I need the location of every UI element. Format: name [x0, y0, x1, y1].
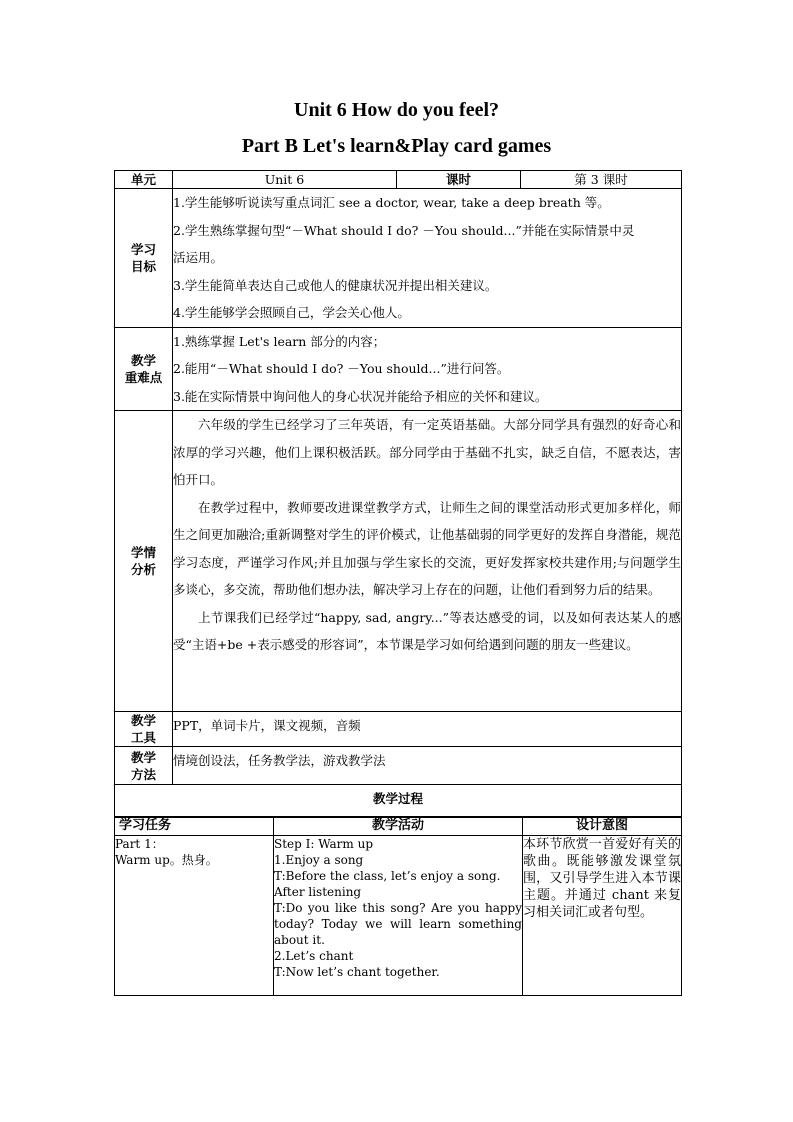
document-subtitle: Part B Let's learn&Play card games	[241, 135, 552, 157]
objective-line: 4.学生能够学会照顾自己，学会关心他人。	[173, 305, 410, 320]
unit-value: Unit 6	[173, 171, 397, 189]
analysis-paragraph: 六年级的学生已经学习了三年英语，有一定英语基础。大部分同学具有强烈的好奇心和浓厚的学习兴趣，他们上课积极活跃。部分同学由于基础不扎实，缺乏自信，不愿表达，害怕开口。	[173, 417, 681, 487]
lesson-value: 第 3 课时	[521, 171, 682, 189]
info-row	[115, 171, 682, 189]
key-point-line: 3.能在实际情景中询问他人的身心状况并能给予相应的关怀和建议。	[173, 388, 548, 404]
activity-cell	[274, 836, 523, 996]
process-header-row	[115, 817, 682, 836]
activity-line: Step I: Warm up	[274, 837, 374, 851]
activity-line: After listening	[274, 885, 362, 899]
task-cell	[115, 836, 274, 996]
activity-line: T:Before the class, let’s enjoy a song.	[274, 869, 501, 883]
activity-line: 1.Enjoy a song	[274, 853, 364, 867]
objectives-row	[115, 189, 682, 328]
column-header-activity: 教学活动	[274, 817, 523, 836]
process-table	[114, 816, 682, 996]
lesson-plan-table	[114, 170, 682, 818]
task-line: Warm up。热身。	[115, 853, 218, 867]
tools-label: 教学 工具	[115, 712, 173, 747]
column-header-task: 学习任务	[115, 817, 274, 836]
process-heading-row	[115, 785, 682, 818]
tools-row	[115, 712, 682, 747]
process-heading: 教学过程	[115, 785, 682, 818]
analysis-label: 学情 分析	[115, 411, 173, 712]
methods-value: 情境创设法，任务教学法，游戏教学法	[173, 747, 682, 785]
objective-line: 3.学生能简单表达自己或他人的健康状况并提出相关建议。	[173, 277, 498, 293]
activity-line: 2.Let’s chant	[274, 949, 354, 963]
analysis-content	[173, 411, 682, 712]
key-point-line: 1.熟练掌握 Let's learn 部分的内容；	[173, 333, 386, 349]
analysis-paragraph: 在教学过程中，教师要改进课堂教学方式，让师生之间的课堂活动形式更加多样化，师生之间更加融洽;重新调整对学生的评价模式，让他基础弱的同学更好的发挥自身潜能，规范学习态度，严谨学习作风;并且加强与学生家长的交流，更好发挥家校共建作用;与问题学生多谈心，多交流，帮助他们想办法，解决学习上存在的问题，让他们看到努力后的结果。	[173, 499, 681, 597]
key-points-content	[173, 327, 682, 411]
task-line: Part 1：	[115, 837, 164, 851]
intent-cell: 本环节欣赏一首爱好有关的歌曲。既能够激发课堂氛围，又引导学生进入本节课主题。并通过 chant 来复习相关词汇或者句型。	[523, 836, 682, 996]
methods-row	[115, 747, 682, 785]
analysis-row	[115, 411, 682, 712]
activity-line: T:Do you like this song? Are you happy today? Today we will learn something about it.	[274, 901, 522, 947]
document-title: Unit 6 How do you feel?	[294, 99, 499, 121]
activity-line: T:Now let’s chant together.	[274, 965, 440, 979]
analysis-paragraph: 上节课我们已经学过“happy, sad, angry...”等表达感受的词，以及如何表达某人的感受“主语+be +表示感受的形容词”，本节课是学习如何给遇到问题的朋友一些建议。	[173, 609, 681, 652]
lesson-label: 课时	[397, 171, 521, 189]
objective-line: 1.学生能够听说读写重点词汇 see a doctor, wear, take a deep breath 等。	[173, 195, 610, 210]
tools-value: PPT，单词卡片，课文视频，音频	[173, 712, 682, 747]
key-point-line: 2.能用“－What should I do? －You should...”进行问答。	[173, 361, 510, 376]
objectives-label: 学习 目标	[115, 189, 173, 328]
column-header-intent: 设计意图	[523, 817, 682, 836]
process-row	[115, 836, 682, 996]
objective-line: 2.学生熟练掌握句型“－What should I do? －You should...”并能在实际情景中灵	[173, 222, 635, 238]
objectives-content	[173, 189, 682, 328]
objective-line: 活运用。	[173, 250, 224, 265]
key-points-label: 教学 重难点	[115, 327, 173, 411]
key-points-row	[115, 327, 682, 411]
methods-label: 教学 方法	[115, 747, 173, 785]
unit-label: 单元	[115, 171, 173, 189]
